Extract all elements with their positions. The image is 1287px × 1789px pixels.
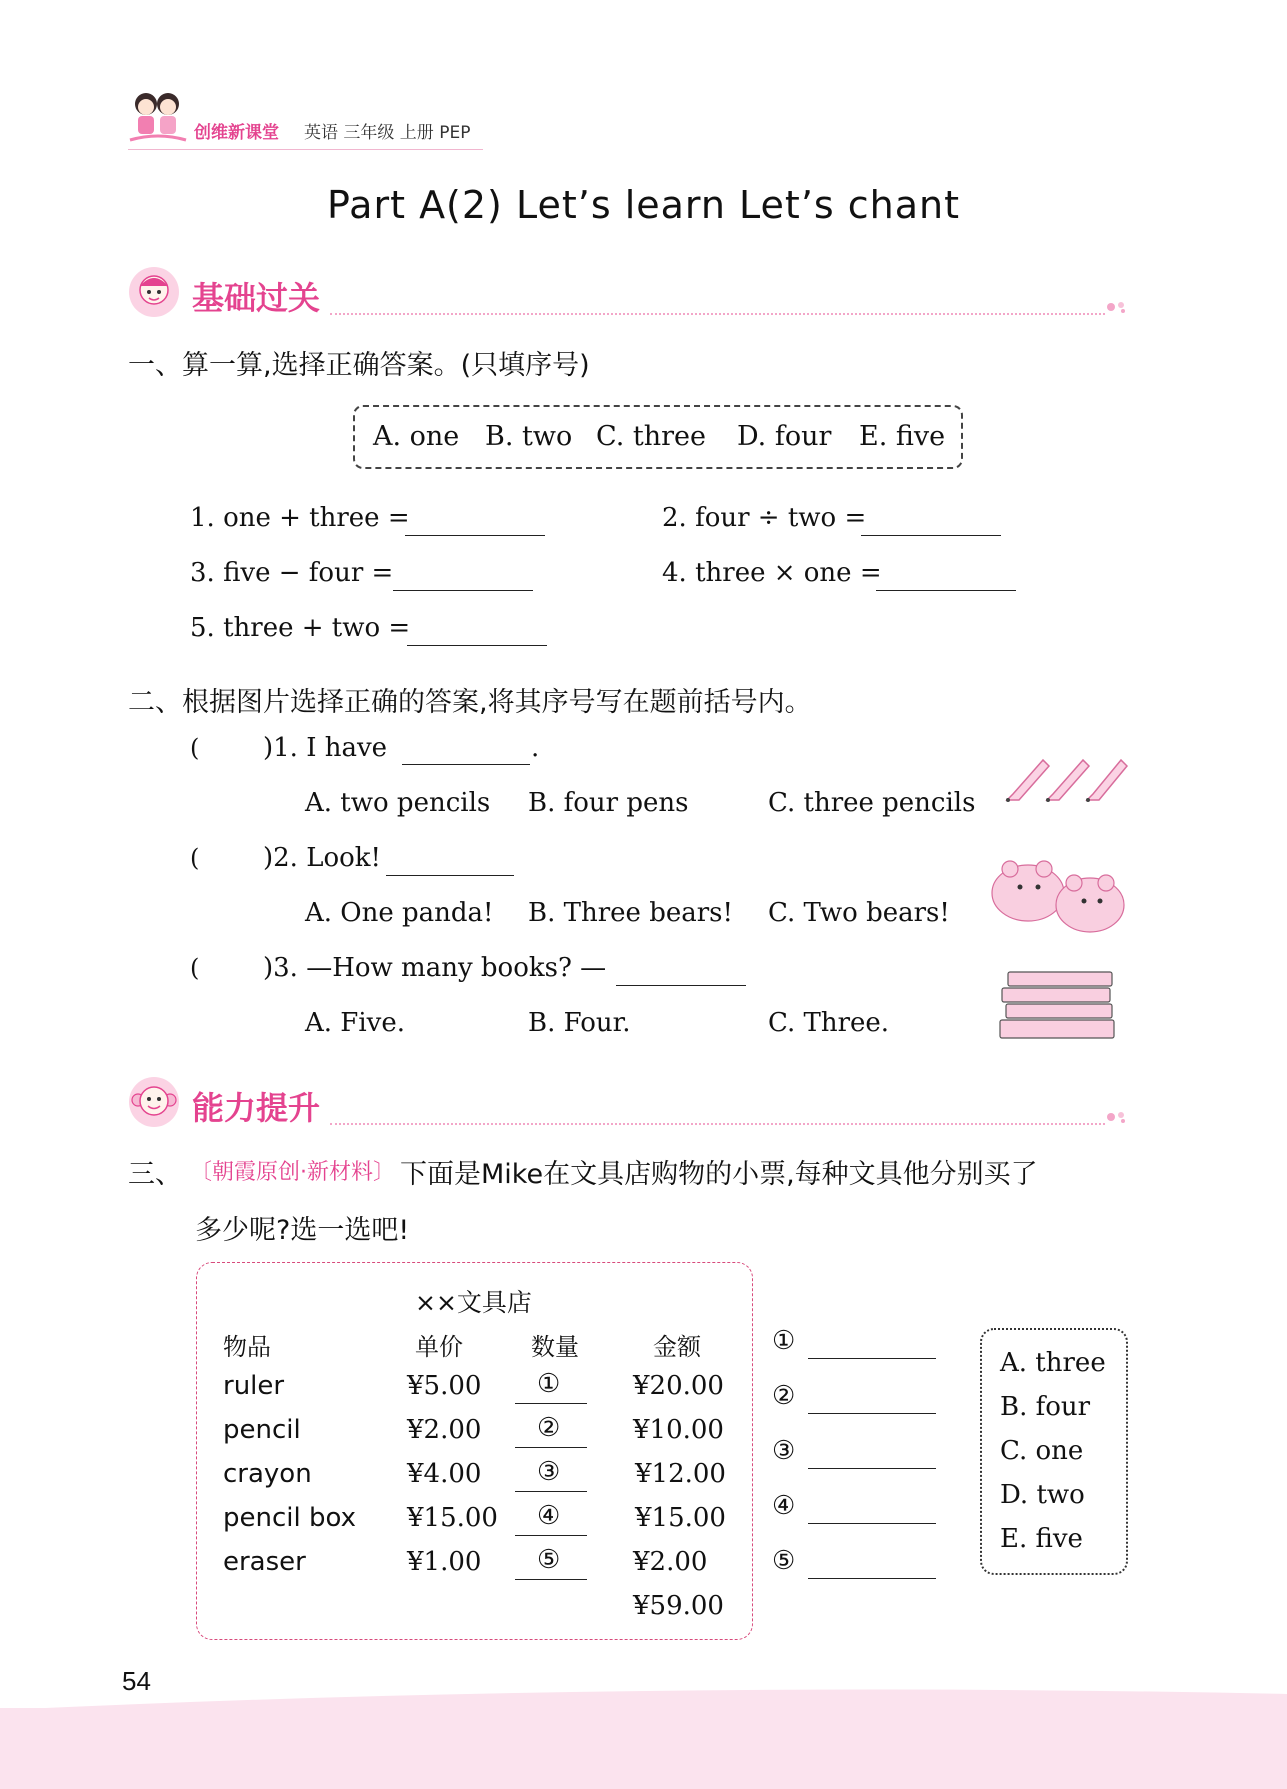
q1-item-5: 5. three + two = xyxy=(190,613,411,643)
q3-choices-box xyxy=(980,1328,1128,1575)
q2-stem-1: )1. I have xyxy=(263,733,388,763)
answer-blank[interactable] xyxy=(808,1413,936,1414)
q1-option: C. three xyxy=(596,421,706,452)
section-divider xyxy=(330,1123,1105,1125)
q2-stem-end: . xyxy=(531,733,540,763)
answer-blank[interactable] xyxy=(808,1468,936,1469)
q1-item-1: 1. one + three = xyxy=(190,503,410,533)
page-title: Part A(2) Let’s learn Let’s chant xyxy=(326,183,961,227)
q1-item-4: 4. three × one = xyxy=(662,558,882,588)
bears-icon xyxy=(988,855,1128,935)
answer-blank[interactable] xyxy=(407,645,547,646)
q1-option: B. two xyxy=(485,421,573,452)
answer-label: ① xyxy=(772,1326,796,1356)
q2-stem-2: )2. Look! xyxy=(263,843,381,873)
receipt-item: pencil box xyxy=(223,1503,356,1533)
q3-tag: 〔朝霞原创·新材料〕 xyxy=(190,1160,395,1185)
brand-name: 创维新课堂 xyxy=(194,123,279,143)
q1-option: D. four xyxy=(737,421,832,452)
shopping-receipt xyxy=(196,1262,753,1640)
q2-option: C. Three. xyxy=(768,1008,890,1038)
receipt-qty: ① xyxy=(537,1369,561,1399)
q3-choice: D. two xyxy=(1000,1480,1085,1510)
book-subject: 英语 三年级 上册 PEP xyxy=(304,123,471,143)
monkey-mascot-icon xyxy=(128,1076,180,1128)
kids-logo-icon xyxy=(126,88,190,148)
section-divider xyxy=(330,313,1105,315)
q3-prefix: 三、 xyxy=(128,1159,182,1190)
answer-paren[interactable]: ( xyxy=(190,844,200,872)
answer-blank[interactable] xyxy=(808,1578,936,1579)
receipt-item: pencil xyxy=(223,1415,301,1445)
receipt-amount: ¥15.00 xyxy=(635,1503,726,1533)
girl-mascot-icon xyxy=(128,266,180,318)
q3-choice: B. four xyxy=(1000,1392,1091,1422)
q2-stem-3: )3. —How many books? — xyxy=(263,953,607,983)
receipt-price: ¥5.00 xyxy=(407,1371,482,1401)
answer-label: ② xyxy=(772,1381,796,1411)
q2-option: B. four pens xyxy=(528,788,689,818)
q2-heading: 二、根据图片选择正确的答案,将其序号写在题前括号内。 xyxy=(128,687,812,718)
books-icon xyxy=(998,968,1120,1046)
receipt-item: ruler xyxy=(223,1371,285,1401)
answer-blank[interactable] xyxy=(808,1358,936,1359)
q2-option: C. three pencils xyxy=(768,788,976,818)
receipt-price: ¥1.00 xyxy=(407,1547,482,1577)
qty-underline xyxy=(515,1579,587,1580)
answer-paren[interactable]: ( xyxy=(190,954,200,982)
col-header-price: 单价 xyxy=(415,1333,463,1361)
answer-blank[interactable] xyxy=(405,535,545,536)
qty-underline xyxy=(515,1491,587,1492)
receipt-qty: ③ xyxy=(537,1457,561,1487)
q1-options-box xyxy=(353,405,963,469)
q1-heading: 一、算一算,选择正确答案。(只填序号) xyxy=(128,350,590,381)
receipt-amount: ¥20.00 xyxy=(633,1371,724,1401)
footer-band xyxy=(0,1708,1287,1789)
pencils-icon xyxy=(1003,750,1128,805)
q1-item-2: 2. four ÷ two = xyxy=(662,503,867,533)
dots-decoration-icon xyxy=(1106,1111,1128,1123)
q1-option: E. five xyxy=(859,421,946,452)
section-title-advanced: 能力提升 xyxy=(192,1089,321,1127)
receipt-amount: ¥10.00 xyxy=(633,1415,724,1445)
col-header-qty: 数量 xyxy=(531,1333,579,1361)
receipt-item: crayon xyxy=(223,1459,312,1489)
answer-blank[interactable] xyxy=(861,535,1001,536)
receipt-total: ¥59.00 xyxy=(633,1591,724,1621)
q3-choice: C. one xyxy=(1000,1436,1084,1466)
answer-blank[interactable] xyxy=(808,1523,936,1524)
receipt-qty: ④ xyxy=(537,1501,561,1531)
receipt-price: ¥2.00 xyxy=(407,1415,482,1445)
answer-blank[interactable] xyxy=(876,590,1016,591)
receipt-price: ¥4.00 xyxy=(407,1459,482,1489)
answer-blank[interactable] xyxy=(393,590,533,591)
q3-choice: A. three xyxy=(1000,1348,1106,1378)
answer-blank[interactable] xyxy=(402,764,530,765)
qty-underline xyxy=(515,1447,587,1448)
receipt-amount: ¥2.00 xyxy=(633,1547,708,1577)
receipt-qty: ② xyxy=(537,1413,561,1443)
q1-option: A. one xyxy=(373,421,460,452)
q2-option: A. two pencils xyxy=(305,788,491,818)
q2-option: C. Two bears! xyxy=(768,898,950,928)
col-header-amount: 金额 xyxy=(653,1333,701,1361)
answer-label: ④ xyxy=(772,1491,796,1521)
q3-text-2: 多少呢?选一选吧! xyxy=(195,1215,410,1246)
answer-paren[interactable]: ( xyxy=(190,734,200,762)
answer-label: ③ xyxy=(772,1436,796,1466)
receipt-price: ¥15.00 xyxy=(407,1503,498,1533)
q2-option: A. Five. xyxy=(305,1008,406,1038)
section-title-basic: 基础过关 xyxy=(192,279,321,317)
q3-choice: E. five xyxy=(1000,1524,1083,1554)
q2-option: B. Three bears! xyxy=(528,898,733,928)
answer-blank[interactable] xyxy=(386,875,514,876)
q2-option: A. One panda! xyxy=(305,898,494,928)
header-divider xyxy=(128,149,483,150)
qty-underline xyxy=(515,1535,587,1536)
qty-underline xyxy=(515,1403,587,1404)
receipt-amount: ¥12.00 xyxy=(635,1459,726,1489)
q1-item-3: 3. five − four = xyxy=(190,558,394,588)
answer-blank[interactable] xyxy=(616,985,746,986)
col-header-item: 物品 xyxy=(223,1333,271,1361)
receipt-qty: ⑤ xyxy=(537,1545,561,1575)
q2-option: B. Four. xyxy=(528,1008,631,1038)
page-number: 54 xyxy=(122,1666,151,1696)
receipt-item: eraser xyxy=(223,1547,306,1577)
answer-label: ⑤ xyxy=(772,1546,796,1576)
q3-text: 下面是Mike在文具店购物的小票,每种文具他分别买了 xyxy=(400,1159,1038,1190)
shop-name: ××文具店 xyxy=(415,1288,532,1317)
dots-decoration-icon xyxy=(1106,301,1128,313)
